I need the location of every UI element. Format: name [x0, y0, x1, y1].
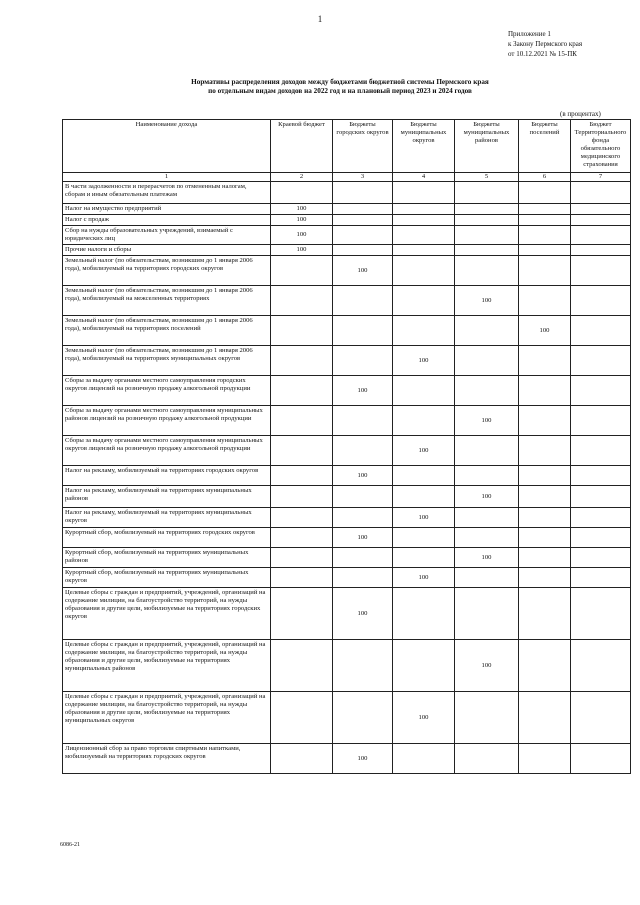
value-cell: [455, 692, 519, 744]
value-cell: [571, 226, 631, 245]
table-row: [63, 256, 631, 286]
appendix-line: Приложение 1: [508, 30, 551, 38]
column-header: Бюджет Территориального фонда обязательного медицинского страхования: [571, 120, 631, 173]
title-line-1: Нормативы распределения доходов между бюджетами бюджетной системы Пермского края: [191, 78, 489, 86]
value-cell: [455, 204, 519, 215]
value-cell: [571, 376, 631, 406]
income-name-cell: Сборы за выдачу органами местного самоуправления городских округов лицензий на розничную продажу алкогольной продукции: [63, 376, 271, 406]
value-cell: [271, 640, 333, 692]
value-cell: 100: [333, 744, 393, 774]
value-cell: [519, 528, 571, 548]
value-cell: [393, 226, 455, 245]
value-cell: [393, 316, 455, 346]
value-cell: [393, 256, 455, 286]
value-cell: [571, 406, 631, 436]
value-cell: [333, 226, 393, 245]
value-cell: [455, 182, 519, 204]
value-cell: 100: [271, 245, 333, 256]
table-row: [63, 182, 631, 204]
value-cell: [393, 215, 455, 226]
value-cell: [271, 182, 333, 204]
value-cell: [393, 204, 455, 215]
value-cell: [393, 588, 455, 640]
value-cell: [393, 640, 455, 692]
value-cell: 100: [393, 568, 455, 588]
column-header: Бюджеты муниципальных округов: [393, 120, 455, 173]
value-cell: [393, 286, 455, 316]
value-cell: [571, 436, 631, 466]
table-row: [63, 744, 631, 774]
column-number: 4: [393, 173, 455, 182]
table-row: [63, 588, 631, 640]
table-row: [63, 215, 631, 226]
value-cell: [271, 508, 333, 528]
value-cell: [571, 588, 631, 640]
value-cell: [333, 286, 393, 316]
title-line-2: по отдельным видам доходов на 2022 год и на плановый период 2023 и 2024 годов: [208, 87, 472, 95]
value-cell: [393, 466, 455, 486]
column-number: 6: [519, 173, 571, 182]
income-name-cell: Лицензионный сбор за право торговли спиртными напитками, мобилизуемый на территориях городских округов: [63, 744, 271, 774]
value-cell: [271, 744, 333, 774]
header-row: [63, 120, 631, 173]
value-cell: 100: [271, 226, 333, 245]
value-cell: [519, 588, 571, 640]
income-name-cell: Налог на рекламу, мобилизуемый на территориях муниципальных районов: [63, 486, 271, 508]
value-cell: [333, 316, 393, 346]
income-name-cell: В части задолженности и перерасчетов по отмененным налогам, сборам и иным обязательным платежам: [63, 182, 271, 204]
value-cell: [393, 406, 455, 436]
appendix-line: от 10.12.2021 № 15-ПК: [508, 50, 577, 58]
value-cell: 100: [333, 376, 393, 406]
value-cell: [519, 226, 571, 245]
value-cell: [519, 568, 571, 588]
table-row: [63, 486, 631, 508]
value-cell: [571, 466, 631, 486]
value-cell: [571, 286, 631, 316]
value-cell: [333, 406, 393, 436]
value-cell: [571, 692, 631, 744]
document-title: [120, 78, 560, 96]
value-cell: 100: [333, 588, 393, 640]
value-cell: [271, 406, 333, 436]
appendix-note: [508, 29, 582, 59]
table-row: [63, 346, 631, 376]
value-cell: [271, 286, 333, 316]
value-cell: [571, 486, 631, 508]
value-cell: [519, 436, 571, 466]
value-cell: [455, 316, 519, 346]
value-cell: 100: [333, 528, 393, 548]
appendix-line: к Закону Пермского края: [508, 40, 583, 48]
value-cell: [271, 692, 333, 744]
value-cell: [455, 508, 519, 528]
value-cell: [571, 548, 631, 568]
value-cell: 100: [455, 406, 519, 436]
income-name-cell: Земельный налог (по обязательствам, возникшим до 1 января 2006 года), мобилизуемый на межселенных территориях: [63, 286, 271, 316]
table-body: [63, 182, 631, 774]
income-name-cell: Земельный налог (по обязательствам, возникшим до 1 января 2006 года), мобилизуемый на территориях поселений: [63, 316, 271, 346]
value-cell: [571, 204, 631, 215]
column-header: Бюджеты городских округов: [333, 120, 393, 173]
value-cell: [455, 744, 519, 774]
income-name-cell: Курортный сбор, мобилизуемый на территориях городских округов: [63, 528, 271, 548]
value-cell: [571, 346, 631, 376]
value-cell: 100: [333, 466, 393, 486]
value-cell: [271, 436, 333, 466]
table-row: [63, 245, 631, 256]
value-cell: 100: [455, 548, 519, 568]
income-name-cell: Целевые сборы с граждан и предприятий, учреждений, организаций на содержание милиции, на благоустройство территорий, на нужды образования и другие цели, мобилизуемые на территориях городских округов: [63, 588, 271, 640]
table-row: [63, 528, 631, 548]
value-cell: 100: [455, 486, 519, 508]
value-cell: 100: [455, 286, 519, 316]
table-row: [63, 376, 631, 406]
value-cell: [333, 548, 393, 568]
value-cell: 100: [519, 316, 571, 346]
value-cell: [519, 486, 571, 508]
table-row: [63, 204, 631, 215]
value-cell: [455, 436, 519, 466]
value-cell: [455, 376, 519, 406]
value-cell: [271, 316, 333, 346]
value-cell: [333, 245, 393, 256]
income-name-cell: Сбор на нужды образовательных учреждений, взимаемый с юридических лиц: [63, 226, 271, 245]
table-row: [63, 508, 631, 528]
value-cell: [519, 245, 571, 256]
value-cell: [333, 346, 393, 376]
income-name-cell: Курортный сбор, мобилизуемый на территориях муниципальных округов: [63, 568, 271, 588]
value-cell: [519, 346, 571, 376]
value-cell: [271, 568, 333, 588]
value-cell: [271, 346, 333, 376]
value-cell: [455, 346, 519, 376]
value-cell: [455, 588, 519, 640]
table-row: [63, 286, 631, 316]
value-cell: [333, 486, 393, 508]
value-cell: 100: [393, 508, 455, 528]
income-name-cell: Налог на имущество предприятий: [63, 204, 271, 215]
value-cell: [519, 744, 571, 774]
column-header: Краевой бюджет: [271, 120, 333, 173]
value-cell: [333, 204, 393, 215]
value-cell: [333, 182, 393, 204]
table-row: [63, 316, 631, 346]
value-cell: 100: [393, 346, 455, 376]
value-cell: [519, 376, 571, 406]
value-cell: [333, 692, 393, 744]
value-cell: [393, 486, 455, 508]
value-cell: [571, 182, 631, 204]
value-cell: [455, 568, 519, 588]
units-note: (в процентах): [560, 110, 601, 118]
value-cell: [455, 256, 519, 286]
value-cell: [455, 466, 519, 486]
column-header: Наименование дохода: [63, 120, 271, 173]
income-name-cell: Налог на рекламу, мобилизуемый на территориях муниципальных округов: [63, 508, 271, 528]
value-cell: 100: [455, 640, 519, 692]
value-cell: [393, 376, 455, 406]
income-name-cell: Целевые сборы с граждан и предприятий, учреждений, организаций на содержание милиции, на благоустройство территорий, на нужды образования и другие цели, мобилизуемые на территориях муниципальных районов: [63, 640, 271, 692]
table-row: [63, 692, 631, 744]
value-cell: [571, 528, 631, 548]
value-cell: [519, 182, 571, 204]
value-cell: [455, 245, 519, 256]
value-cell: [455, 226, 519, 245]
value-cell: [271, 528, 333, 548]
value-cell: 100: [393, 692, 455, 744]
value-cell: [571, 316, 631, 346]
value-cell: [571, 215, 631, 226]
value-cell: [519, 286, 571, 316]
value-cell: [333, 568, 393, 588]
value-cell: [271, 588, 333, 640]
income-name-cell: Сборы за выдачу органами местного самоуправления муниципальных районов лицензий на розничную продажу алкогольной продукции: [63, 406, 271, 436]
value-cell: [455, 528, 519, 548]
footer-code: 6086-21: [60, 842, 80, 848]
income-name-cell: Земельный налог (по обязательствам, возникшим до 1 января 2006 года), мобилизуемый на территориях городских округов: [63, 256, 271, 286]
value-cell: [571, 640, 631, 692]
value-cell: [333, 508, 393, 528]
value-cell: 100: [393, 436, 455, 466]
table-row: [63, 568, 631, 588]
value-cell: 100: [271, 215, 333, 226]
value-cell: [271, 256, 333, 286]
value-cell: [519, 548, 571, 568]
income-name-cell: Налог с продаж: [63, 215, 271, 226]
value-cell: [393, 548, 455, 568]
table-row: [63, 406, 631, 436]
value-cell: [271, 376, 333, 406]
value-cell: [393, 182, 455, 204]
value-cell: [271, 486, 333, 508]
value-cell: [393, 744, 455, 774]
income-name-cell: Налог на рекламу, мобилизуемый на территориях городских округов: [63, 466, 271, 486]
value-cell: [571, 256, 631, 286]
column-number: 3: [333, 173, 393, 182]
value-cell: [393, 528, 455, 548]
column-header: Бюджеты муниципальных районов: [455, 120, 519, 173]
value-cell: [571, 508, 631, 528]
page-number: 1: [317, 14, 323, 24]
value-cell: [519, 256, 571, 286]
value-cell: [571, 744, 631, 774]
value-cell: [519, 406, 571, 436]
norms-table: [62, 119, 631, 774]
value-cell: [519, 640, 571, 692]
value-cell: [519, 692, 571, 744]
value-cell: [571, 568, 631, 588]
value-cell: [519, 215, 571, 226]
table-row: [63, 640, 631, 692]
value-cell: [519, 204, 571, 215]
value-cell: [519, 466, 571, 486]
value-cell: [393, 245, 455, 256]
income-name-cell: Сборы за выдачу органами местного самоуправления муниципальных округов лицензий на розничную продажу алкогольной продукции: [63, 436, 271, 466]
column-header: Бюджеты поселений: [519, 120, 571, 173]
value-cell: [271, 548, 333, 568]
value-cell: [571, 245, 631, 256]
table-row: [63, 436, 631, 466]
income-name-cell: Земельный налог (по обязательствам, возникшим до 1 января 2006 года), мобилизуемый на территориях муниципальных округов: [63, 346, 271, 376]
table-row: [63, 466, 631, 486]
value-cell: 100: [333, 256, 393, 286]
column-number: 7: [571, 173, 631, 182]
value-cell: [455, 215, 519, 226]
value-cell: 100: [271, 204, 333, 215]
column-number: 5: [455, 173, 519, 182]
value-cell: [333, 436, 393, 466]
table-row: [63, 226, 631, 245]
value-cell: [271, 466, 333, 486]
value-cell: [519, 508, 571, 528]
income-name-cell: Целевые сборы с граждан и предприятий, учреждений, организаций на содержание милиции, на благоустройство территорий, на нужды образования и другие цели, мобилизуемые на территориях муниципальных округов: [63, 692, 271, 744]
income-name-cell: Прочие налоги и сборы: [63, 245, 271, 256]
column-number: 2: [271, 173, 333, 182]
column-number: 1: [63, 173, 271, 182]
table-row: [63, 548, 631, 568]
value-cell: [333, 215, 393, 226]
column-number-row: [63, 173, 631, 182]
value-cell: [333, 640, 393, 692]
income-name-cell: Курортный сбор, мобилизуемый на территориях муниципальных районов: [63, 548, 271, 568]
